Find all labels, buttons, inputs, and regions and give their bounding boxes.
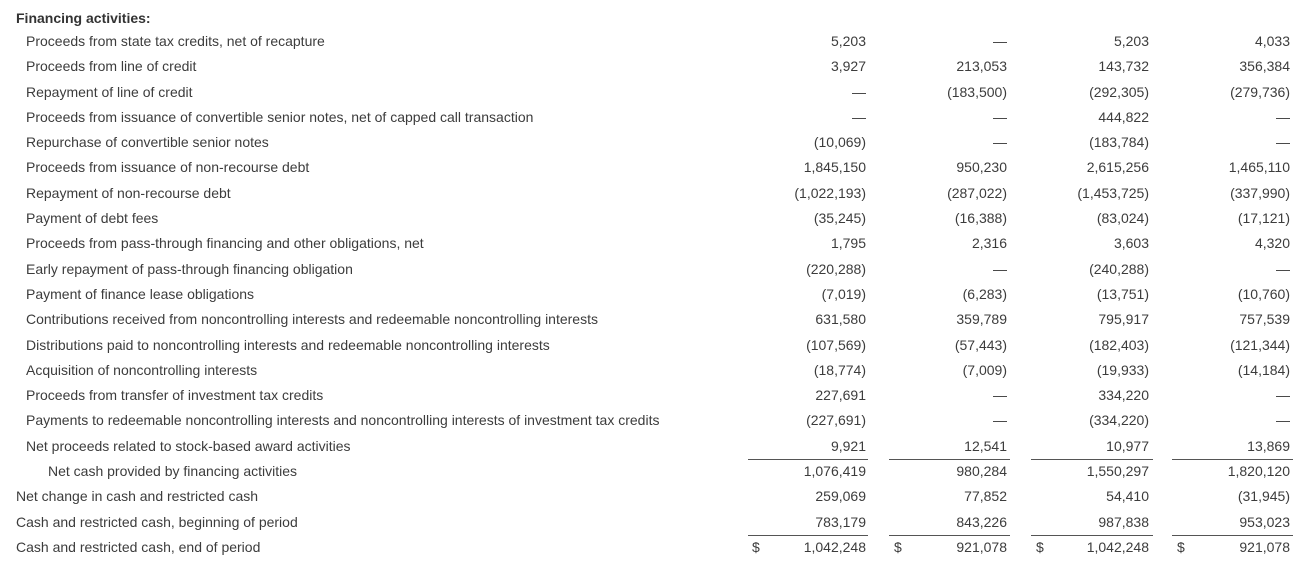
row-label: Proceeds from transfer of investment tax credits [26, 387, 324, 404]
value-cell: 1,845,150 [803, 159, 866, 176]
value-cell: (10,760) [1237, 285, 1290, 302]
table-row [0, 358, 1305, 383]
row-label: Proceeds from issuance of non-recourse debt [26, 159, 310, 176]
row-label: Proceeds from state tax credits, net of recapture [26, 33, 325, 49]
row-label: Payments to redeemable noncontrolling interests and noncontrolling interests of investment tax credits [26, 412, 660, 429]
value-cell: 1,820,120 [1227, 463, 1290, 480]
value-cell: 921,078 [956, 538, 1007, 555]
value-cell: 987,838 [1098, 513, 1149, 530]
value-cell: 13,869 [1247, 437, 1290, 454]
value-cell: (18,774) [813, 361, 866, 378]
value-cell: — [993, 412, 1007, 429]
value-cell: 356,384 [1239, 58, 1290, 75]
value-cell: (334,220) [1089, 412, 1149, 429]
value-cell: 2,316 [971, 235, 1007, 252]
subtotal-rule [1031, 535, 1153, 536]
table-row [0, 231, 1305, 256]
row-label: Payment of debt fees [26, 210, 159, 227]
value-cell: — [852, 83, 866, 100]
value-cell: 1,042,248 [803, 538, 866, 555]
value-cell: 359,789 [956, 311, 1007, 328]
value-cell: 1,076,419 [803, 463, 866, 480]
value-cell: — [993, 134, 1007, 151]
value-cell: 783,179 [815, 513, 866, 530]
value-cell: (10,069) [813, 134, 866, 151]
row-label: Repayment of line of credit [26, 83, 193, 100]
row-label: Cash and restricted cash, end of period [16, 538, 261, 555]
row-label: Proceeds from pass-through financing and other obligations, net [26, 235, 424, 252]
value-cell: 843,226 [956, 513, 1007, 530]
row-label: Net change in cash and restricted cash [16, 488, 259, 505]
row-label: Cash and restricted cash, beginning of period [16, 513, 298, 530]
value-cell: (182,403) [1089, 336, 1149, 353]
value-cell: (1,453,725) [1077, 184, 1149, 201]
value-cell: (183,500) [947, 83, 1007, 100]
value-cell: (17,121) [1237, 210, 1290, 227]
row-label: Acquisition of noncontrolling interests [26, 361, 258, 378]
value-cell: (16,388) [954, 210, 1007, 227]
table-row [0, 282, 1305, 307]
value-cell: (35,245) [813, 210, 866, 227]
value-cell: — [1276, 108, 1290, 125]
table-row [0, 383, 1305, 408]
table-row [0, 130, 1305, 155]
value-cell: 334,220 [1098, 387, 1149, 404]
value-cell: — [993, 108, 1007, 125]
row-label: Distributions paid to noncontrolling interests and redeemable noncontrolling interests [26, 336, 550, 353]
value-cell: — [1276, 260, 1290, 277]
table-row [0, 54, 1305, 79]
value-cell: 213,053 [956, 58, 1007, 75]
table-row [0, 434, 1305, 459]
value-cell: — [1276, 387, 1290, 404]
value-cell: — [993, 387, 1007, 404]
subtotal-rule [748, 459, 868, 460]
table-row [0, 181, 1305, 206]
subtotal-rule [1172, 459, 1293, 460]
value-cell: (13,751) [1096, 285, 1149, 302]
table-row [0, 484, 1305, 509]
value-cell: 1,042,248 [1086, 538, 1149, 555]
value-cell: 950,230 [956, 159, 1007, 176]
currency-symbol: $ [1036, 538, 1044, 555]
value-cell: 757,539 [1239, 311, 1290, 328]
value-cell: 5,203 [1113, 33, 1149, 49]
value-cell: 1,795 [830, 235, 866, 252]
value-cell: 2,615,256 [1086, 159, 1149, 176]
value-cell: 953,023 [1239, 513, 1290, 530]
row-label: Contributions received from noncontrolling interests and redeemable noncontrolling interests [26, 311, 598, 328]
value-cell: 444,822 [1098, 108, 1149, 125]
row-label: Payment of finance lease obligations [26, 285, 255, 302]
row-label: Net proceeds related to stock-based award activities [26, 437, 351, 454]
value-cell: (279,736) [1230, 83, 1290, 100]
table-body [0, 29, 1305, 560]
value-cell: (1,022,193) [794, 184, 866, 201]
value-cell: (14,184) [1237, 361, 1290, 378]
value-cell: — [852, 108, 866, 125]
value-cell: (337,990) [1230, 184, 1290, 201]
value-cell: (292,305) [1089, 83, 1149, 100]
currency-symbol: $ [894, 538, 902, 555]
value-cell: 9,921 [830, 437, 866, 454]
value-cell: (183,784) [1089, 134, 1149, 151]
row-label: Net cash provided by financing activities [48, 463, 298, 480]
value-cell: (31,945) [1237, 488, 1290, 505]
row-label: Proceeds from issuance of convertible senior notes, net of capped call transaction [26, 108, 534, 125]
value-cell: — [1276, 134, 1290, 151]
table-row [0, 257, 1305, 282]
value-cell: (57,443) [954, 336, 1007, 353]
subtotal-rule [1031, 459, 1153, 460]
table-row [0, 408, 1305, 433]
value-cell: 4,320 [1254, 235, 1290, 252]
value-cell: 980,284 [956, 463, 1007, 480]
value-cell: 10,977 [1106, 437, 1149, 454]
value-cell: (7,019) [821, 285, 866, 302]
value-cell: (83,024) [1096, 210, 1149, 227]
table-row [0, 510, 1305, 535]
table-row [0, 80, 1305, 105]
currency-symbol: $ [1177, 538, 1185, 555]
value-cell: (107,569) [806, 336, 866, 353]
value-cell: 3,603 [1113, 235, 1149, 252]
subtotal-rule [748, 535, 868, 536]
currency-symbol: $ [752, 538, 760, 555]
value-cell: (121,344) [1230, 336, 1290, 353]
value-cell: — [1276, 412, 1290, 429]
value-cell: 921,078 [1239, 538, 1290, 555]
table-row [0, 206, 1305, 231]
value-cell: 143,732 [1098, 58, 1149, 75]
table-row [0, 29, 1305, 54]
table-row [0, 535, 1305, 560]
value-cell: 631,580 [815, 311, 866, 328]
value-cell: 77,852 [964, 488, 1007, 505]
value-cell: 1,550,297 [1086, 463, 1149, 480]
subtotal-rule [1172, 535, 1293, 536]
section-title: Financing activities: [16, 10, 151, 26]
value-cell: (240,288) [1089, 260, 1149, 277]
row-label: Repurchase of convertible senior notes [26, 134, 269, 151]
value-cell: 795,917 [1098, 311, 1149, 328]
row-label: Proceeds from line of credit [26, 58, 197, 75]
value-cell: 227,691 [815, 387, 866, 404]
value-cell: — [993, 260, 1007, 277]
value-cell: 5,203 [830, 33, 866, 49]
value-cell: 12,541 [964, 437, 1007, 454]
value-cell: (227,691) [806, 412, 866, 429]
table-row [0, 105, 1305, 130]
value-cell: (6,283) [962, 285, 1007, 302]
value-cell: — [993, 33, 1007, 49]
value-cell: (287,022) [947, 184, 1007, 201]
value-cell: 1,465,110 [1228, 159, 1290, 176]
value-cell: (220,288) [806, 260, 866, 277]
table-row [0, 459, 1305, 484]
table-row [0, 307, 1305, 332]
value-cell: (7,009) [962, 361, 1007, 378]
subtotal-rule [889, 459, 1010, 460]
value-cell: 54,410 [1106, 488, 1149, 505]
value-cell: 4,033 [1254, 33, 1290, 49]
value-cell: 3,927 [830, 58, 866, 75]
table-row [0, 333, 1305, 358]
row-label: Repayment of non-recourse debt [26, 184, 231, 201]
row-label: Early repayment of pass-through financing obligation [26, 260, 353, 277]
table-row [0, 155, 1305, 180]
value-cell: (19,933) [1096, 361, 1149, 378]
subtotal-rule [889, 535, 1010, 536]
value-cell: 259,069 [815, 488, 866, 505]
